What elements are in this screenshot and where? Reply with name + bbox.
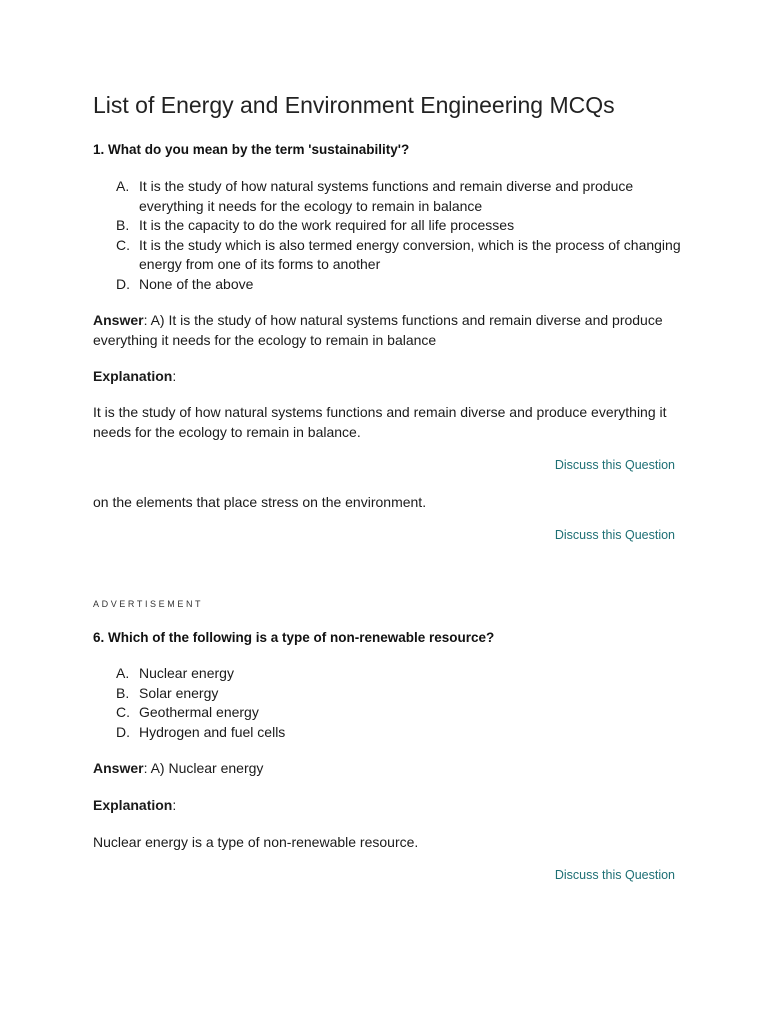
question-1-explanation-text: It is the study of how natural systems functions and remain diverse and produce everything it needs for the ecology to remain in balance. — [93, 404, 667, 440]
fragment-text: on the elements that place stress on the environment. — [93, 494, 427, 510]
question-6-title: 6. Which of the following is a type of non-renewable resource? — [93, 630, 495, 645]
option-letter: C. — [116, 704, 130, 720]
page-title: List of Energy and Environment Engineering MCQs — [93, 92, 615, 118]
answer-label: Answer — [93, 760, 144, 776]
question-6-explanation-text: Nuclear energy is a type of non-renewable resource. — [93, 834, 419, 850]
question-6-option-b — [93, 684, 683, 704]
option-text: It is the study of how natural systems functions and remain diverse and produce everything it needs for the ecology to remain in balance — [139, 178, 634, 214]
option-text: Solar energy — [139, 684, 219, 701]
option-text: It is the capacity to do the work required for all life processes — [139, 217, 515, 233]
question-6-options — [93, 664, 683, 742]
question-1-options — [93, 177, 683, 294]
explanation-label: Explanation — [93, 368, 173, 384]
answer-text: : A) It is the study of how natural systems functions and remain diverse and produce everything it needs for the ecology to remain in balance — [93, 312, 663, 348]
option-letter: A. — [116, 178, 130, 194]
option-text: Geothermal energy — [139, 704, 259, 720]
option-letter: D. — [116, 275, 130, 292]
answer-label: Answer — [93, 312, 144, 328]
option-letter: B. — [116, 684, 130, 701]
explanation-colon: : — [172, 368, 177, 384]
option-letter: C. — [116, 236, 130, 253]
question-1-option-b — [93, 216, 683, 236]
question-6-explanation-heading — [93, 795, 683, 815]
option-text: Hydrogen and fuel cells — [139, 723, 286, 740]
answer-text: : A) Nuclear energy — [143, 760, 264, 776]
question-1-answer — [93, 310, 683, 350]
question-1-title: 1. What do you mean by the term 'sustainability'? — [93, 142, 410, 157]
discuss-question-link[interactable]: Discuss this Question — [554, 528, 675, 542]
explanation-colon: : — [172, 797, 177, 813]
question-6-option-c — [93, 703, 683, 723]
option-text: None of the above — [139, 275, 254, 292]
question-1-option-d — [93, 275, 683, 295]
question-6-answer — [93, 758, 683, 778]
option-letter: D. — [116, 723, 130, 740]
question-6-option-a — [93, 664, 683, 684]
option-letter: B. — [116, 217, 130, 233]
question-6-option-d — [93, 723, 683, 743]
option-text: It is the study which is also termed energy conversion, which is the process of changing energy from one of its forms to another — [139, 236, 681, 272]
question-1-explanation-heading — [93, 366, 683, 386]
option-text: Nuclear energy — [139, 665, 234, 681]
question-1-option-a — [93, 177, 683, 216]
option-letter: A. — [116, 665, 130, 681]
discuss-question-link[interactable]: Discuss this Question — [554, 868, 675, 882]
question-1-option-c — [93, 236, 683, 275]
explanation-label: Explanation — [93, 797, 173, 813]
advertisement-label: ADVERTISEMENT — [93, 599, 204, 609]
discuss-question-link[interactable]: Discuss this Question — [554, 458, 675, 472]
